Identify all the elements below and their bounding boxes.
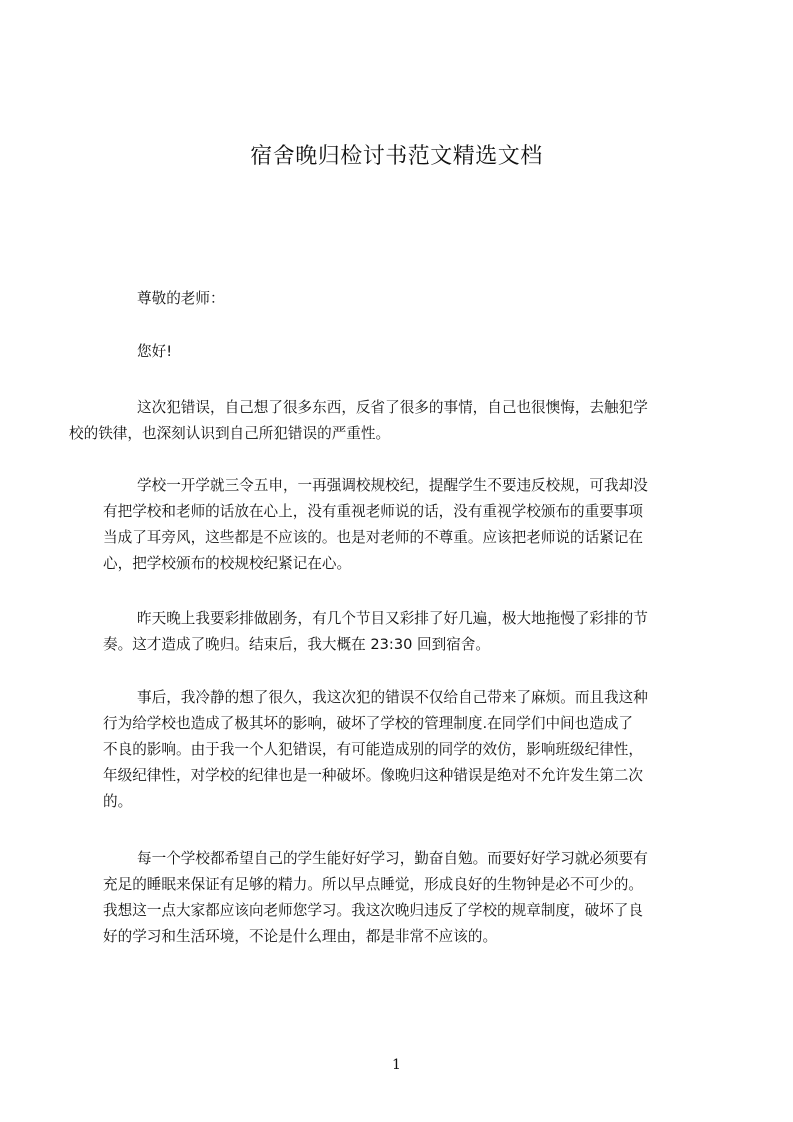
salutation: 尊敬的老师：	[137, 290, 225, 307]
paragraph-line: 不良的影响。由于我一个人犯错误，有可能造成别的同学的效仿，影响班级纪律性，	[103, 741, 643, 758]
paragraph-line: 每一个学校都希望自己的学生能好好学习，勤奋自勉。而要好好学习就必须要有	[137, 850, 648, 867]
document-title: 宿舍晚归检讨书范文精选文档	[250, 144, 543, 169]
paragraph-line: 昨天晚上我要彩排做剧务，有几个节目又彩排了好几遍，极大地拖慢了彩排的节	[137, 610, 648, 627]
paragraph-line: 事后，我冷静的想了很久，我这次犯的错误不仅给自己带来了麻烦。而且我这种	[137, 689, 648, 706]
body-paragraph-5	[103, 846, 701, 950]
paragraph-line: 充足的睡眠来保证有足够的精力。所以早点睡觉，形成良好的生物钟是必不可少的。	[103, 876, 643, 893]
paragraph-line: 奏。这才造成了晚归。结束后，我大概在 23:30 回到宿舍。	[103, 636, 490, 653]
paragraph-line: 好的学习和生活环境，不论是什么理由，都是非常不应该的。	[103, 928, 498, 945]
paragraph-line: 我想这一点大家都应该向老师您学习。我这次晚归违反了学校的规章制度，破坏了良	[103, 902, 643, 919]
paragraph-line: 年级纪律性，对学校的纪律也是一种破坏。像晚归这种错误是绝对不允许发生第二次	[103, 767, 643, 784]
paragraph-line: 的。	[103, 793, 133, 810]
paragraph-line: 校的铁律，也深刻认识到自己所犯错误的严重性。	[69, 425, 391, 442]
paragraph-line: 心，把学校颁布的校规校纪紧记在心。	[103, 555, 352, 572]
page-number: 1	[392, 1057, 401, 1073]
paragraph-line: 学校一开学就三令五申，一再强调校规校纪，提醒学生不要违反校规，可我却没	[137, 477, 648, 494]
paragraph-line: 行为给学校也造成了极其坏的影响，破坏了学校的管理制度.在同学们中间也造成了	[103, 715, 634, 732]
body-paragraph-2	[103, 473, 701, 577]
paragraph-line: 这次犯错误，自己想了很多东西，反省了很多的事情，自己也很懊悔，去触犯学	[137, 399, 648, 416]
paragraph-line: 有把学校和老师的话放在心上，没有重视老师说的话，没有重视学校颁布的重要事项	[103, 503, 643, 520]
body-paragraph-1	[69, 395, 701, 447]
body-paragraph-3	[103, 606, 701, 658]
greeting: 您好!	[137, 343, 173, 360]
paragraph-line: 当成了耳旁风，这些都是不应该的。也是对老师的不尊重。应该把老师说的话紧记在	[103, 529, 643, 546]
body-paragraph-4	[103, 685, 701, 815]
